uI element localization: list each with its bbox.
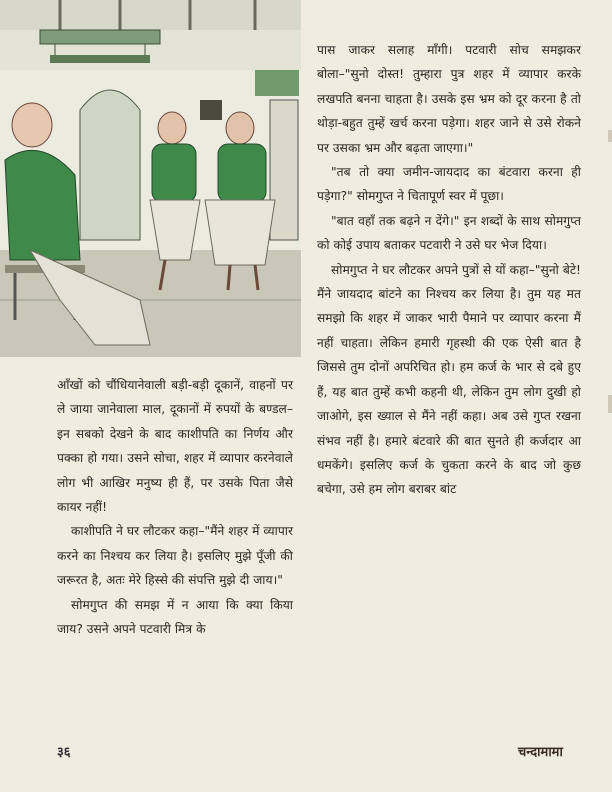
- story-illustration: [0, 0, 301, 357]
- page-number: ३६: [57, 745, 71, 760]
- story-paragraph: काशीपति ने घर लौटकर कहा–"मैंने शहर में व्यापार करने का निश्चय कर लिया है। इसलिए मुझे पूँजी की जरूरत है, अतः मेरे हिस्से की संपत्ति मुझे दी जाय।": [57, 524, 293, 588]
- story-paragraph: "तब तो क्या जमीन-जायदाद का बंटवारा करना ही पड़ेगा?" सोमगुप्त ने चितापूर्ण स्वर में पूछा।: [317, 165, 581, 204]
- right-text-column: [317, 38, 581, 502]
- magazine-name: चन्दामामा: [518, 745, 563, 760]
- story-paragraph: "बात वहाँ तक बढ़ने न देंगे।" इन शब्दों के साथ सोमगुप्त को कोई उपाय बताकर पटवारी ने उसे घर भेज दिया।: [317, 213, 581, 253]
- page-edge-mark: [608, 130, 612, 142]
- story-paragraph: पास जाकर सलाह माँगी। पटवारी सोच समझकर बोला–"सुनो दोस्त! तुम्हारा पुत्र शहर में व्यापार करके लखपति बनना चाहता है। उसके इस भ्रम को दूर करना है तो थोड़ा-बहुत तुम्हें खर्च करना पड़ेगा। शहर जाने से उसे रोकने पर उसका भ्रम और बढ़ता जाएगा।": [317, 43, 581, 155]
- page-edge-mark: [608, 395, 612, 413]
- story-paragraph: सोमगुप्त ने घर लौटकर अपने पुत्रों से यों कहा–"सुनो बेटे! मैंने जायदाद बांटने का निश्चय कर लिया है। तुम यह मत समझो कि शहर में जाकर भारी पैमाने पर व्यापार करना मैं नहीं चाहता। लेकिन हमारी गृहस्थी की एक ऐसी बात है जिससे तुम दोनों अपरिचित हो। हम कर्ज के भार से दबे हुए हैं, यह बात तुम्हें कभी कहनी थी, लेकिन तुम लोग दुखी हो जाओगे, इस ख्याल से मैंने नहीं कहा। अब उसे गुप्त रखना संभव नहीं है। हमारे बंटवारे की बात सुनते ही कर्जदार आ धमकेंगे। इसलिए कर्ज के चुकता करने के बाद जो कुछ बचेगा, उसे हम लोग बराबर बांट: [317, 262, 581, 497]
- story-paragraph: सोमगुप्त की समझ में न आया कि क्या किया जाय? उसने अपने पटवारी मित्र के: [57, 597, 293, 637]
- left-text-column: [57, 373, 293, 641]
- two-sons-seated-before-father-icon: [0, 0, 301, 357]
- story-paragraph: आँखों को चौंधियानेवाली बड़ी-बड़ी दूकानें, वाहनों पर ले जाया जानेवाला माल, दूकानों में रुपयों के बण्डल–इन सबको देखने के बाद काशीपति का निर्णय और पक्का हो गया। उसने सोचा, शहर में व्यापार करनेवाले लोग भी आखिर मनुष्य ही हैं, पर उसके पिता जैसे कायर नहीं!: [57, 378, 293, 515]
